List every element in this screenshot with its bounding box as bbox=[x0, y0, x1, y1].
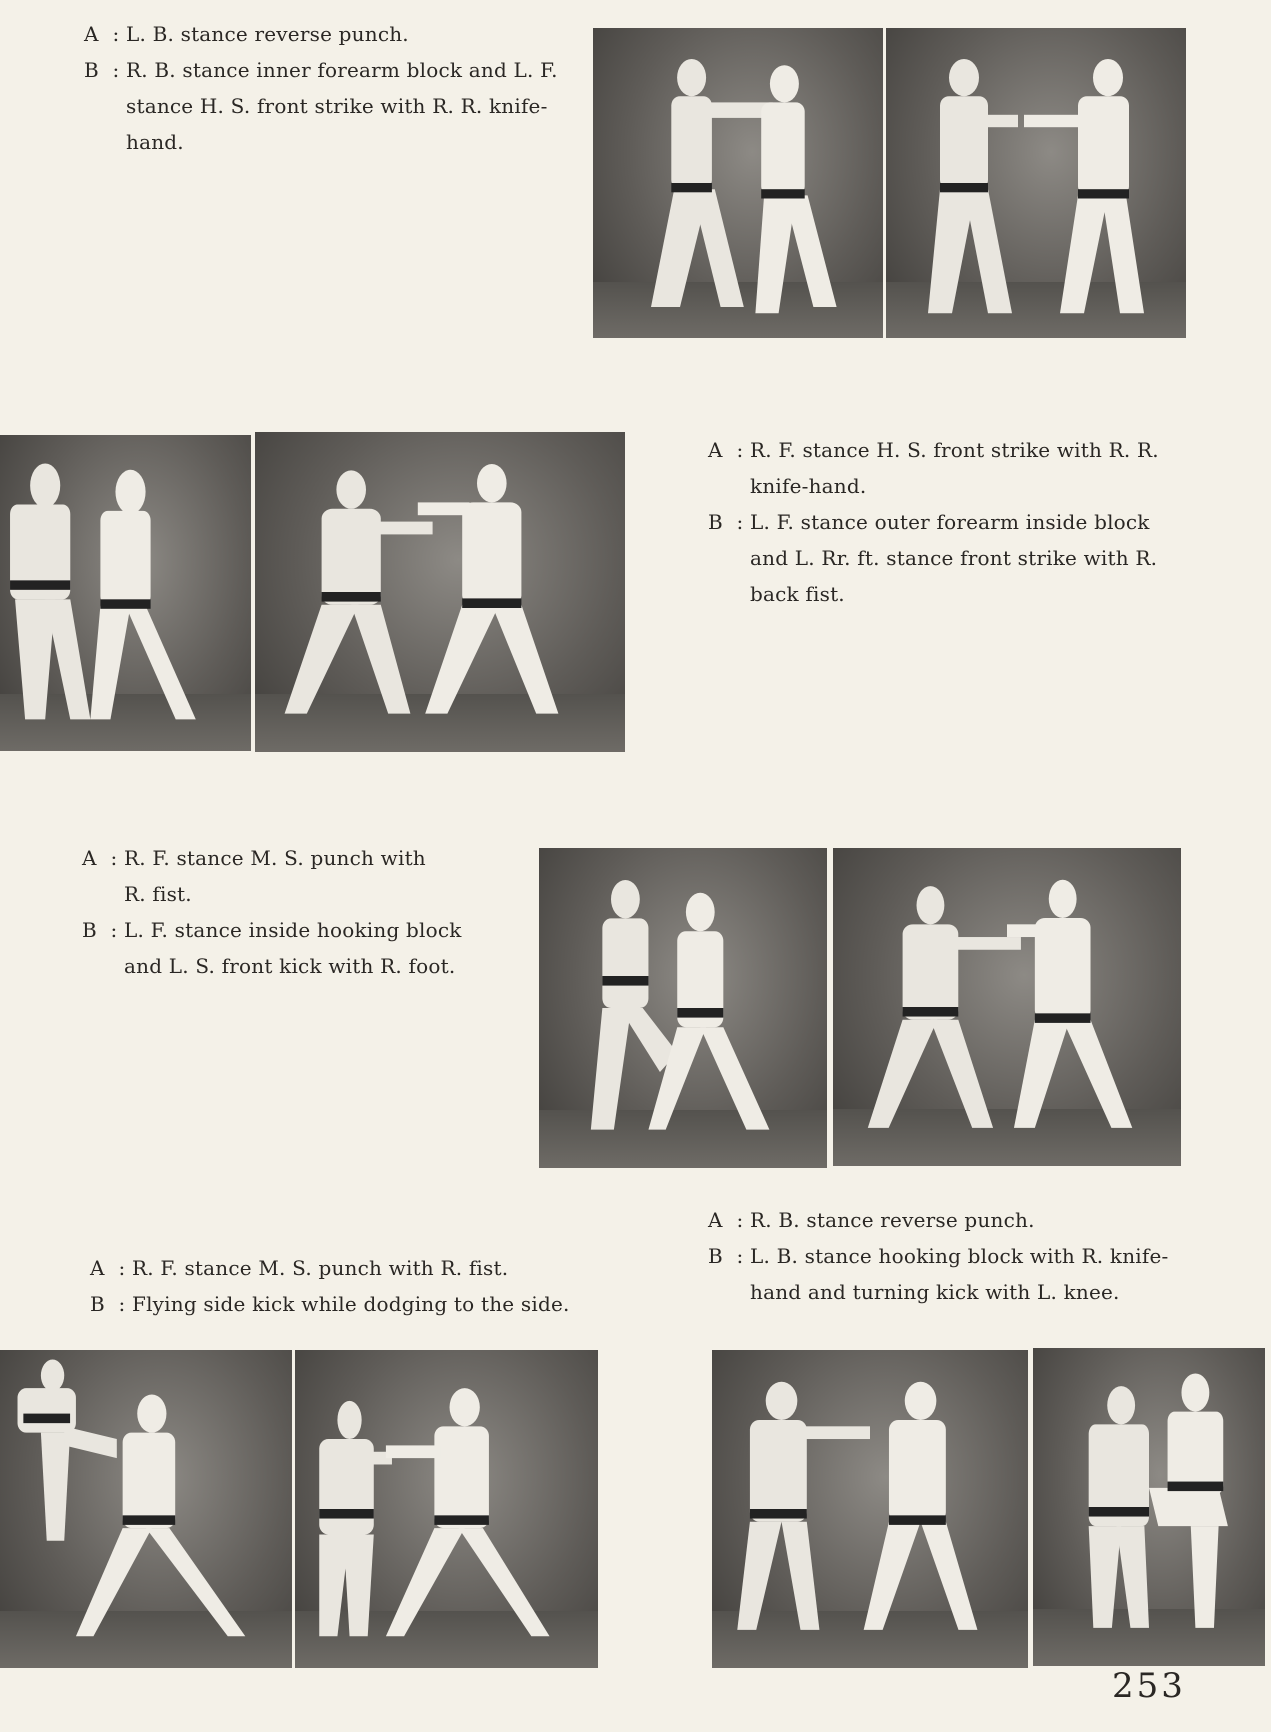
caption-key: B bbox=[82, 918, 97, 942]
figures-graphic bbox=[0, 435, 251, 751]
caption-line bbox=[708, 1202, 1169, 1238]
photo-4c bbox=[712, 1350, 1028, 1668]
photo-3a bbox=[539, 848, 827, 1168]
caption-continuation: hand and turning kick with L. knee. bbox=[750, 1280, 1120, 1304]
photo-1b bbox=[886, 28, 1186, 338]
photo-1a bbox=[593, 28, 883, 338]
caption-key: A bbox=[708, 1208, 723, 1232]
caption-line bbox=[708, 504, 1159, 540]
caption-line bbox=[708, 432, 1159, 468]
caption-separator: : bbox=[110, 918, 118, 942]
caption-continuation: back fist. bbox=[750, 582, 845, 606]
caption-separator: : bbox=[736, 510, 744, 534]
figures-graphic bbox=[539, 848, 827, 1168]
caption-continuation: stance H. S. front strike with R. R. knife- bbox=[126, 94, 548, 118]
caption-line bbox=[82, 840, 462, 876]
caption-key: A bbox=[82, 846, 97, 870]
photo-4a bbox=[0, 1350, 292, 1668]
caption-line bbox=[84, 16, 558, 52]
caption-separator: : bbox=[112, 22, 120, 46]
photo-2a bbox=[0, 435, 251, 751]
caption-line bbox=[90, 1286, 570, 1322]
caption-continuation: R. fist. bbox=[124, 882, 192, 906]
caption-continuation: and L. S. front kick with R. foot. bbox=[124, 954, 456, 978]
caption-text: Flying side kick while dodging to the side. bbox=[132, 1292, 570, 1316]
caption-5 bbox=[90, 1250, 570, 1322]
caption-key: A bbox=[708, 438, 723, 462]
caption-separator: : bbox=[736, 438, 744, 462]
caption-text: L. F. stance outer forearm inside block bbox=[750, 510, 1150, 534]
caption-text: R. F. stance M. S. punch with R. fist. bbox=[132, 1256, 509, 1280]
caption-text: R. F. stance H. S. front strike with R. R. bbox=[750, 438, 1159, 462]
caption-key: A bbox=[84, 22, 99, 46]
photo-3b bbox=[833, 848, 1181, 1166]
figures-graphic bbox=[0, 1350, 292, 1668]
caption-key: B bbox=[84, 58, 99, 82]
caption-3 bbox=[82, 840, 462, 984]
caption-continuation: and L. Rr. ft. stance front strike with R. bbox=[750, 546, 1158, 570]
caption-continuation: hand. bbox=[126, 130, 184, 154]
caption-text: R. B. stance reverse punch. bbox=[750, 1208, 1035, 1232]
caption-key: B bbox=[708, 510, 723, 534]
caption-text: L. B. stance reverse punch. bbox=[126, 22, 409, 46]
page-number: 253 bbox=[1112, 1666, 1186, 1706]
caption-separator: : bbox=[118, 1292, 126, 1316]
caption-line bbox=[82, 912, 462, 948]
figures-graphic bbox=[833, 848, 1181, 1166]
figures-graphic bbox=[886, 28, 1186, 338]
caption-separator: : bbox=[110, 846, 118, 870]
caption-key: B bbox=[90, 1292, 105, 1316]
caption-text: L. B. stance hooking block with R. knife- bbox=[750, 1244, 1169, 1268]
photo-4b bbox=[295, 1350, 598, 1668]
caption-line bbox=[90, 1250, 570, 1286]
caption-text: R. F. stance M. S. punch with bbox=[124, 846, 426, 870]
caption-4 bbox=[708, 1202, 1169, 1310]
caption-2 bbox=[708, 432, 1159, 612]
figures-graphic bbox=[255, 432, 625, 752]
caption-continuation: knife-hand. bbox=[750, 474, 867, 498]
caption-separator: : bbox=[118, 1256, 126, 1280]
caption-text: R. B. stance inner forearm block and L. F. bbox=[126, 58, 558, 82]
photo-4d bbox=[1033, 1348, 1265, 1666]
figures-graphic bbox=[712, 1350, 1028, 1668]
caption-separator: : bbox=[112, 58, 120, 82]
figures-graphic bbox=[1033, 1348, 1265, 1666]
caption-separator: : bbox=[736, 1244, 744, 1268]
caption-line bbox=[708, 1238, 1169, 1274]
photo-2b bbox=[255, 432, 625, 752]
caption-separator: : bbox=[736, 1208, 744, 1232]
caption-1 bbox=[84, 16, 558, 160]
caption-key: B bbox=[708, 1244, 723, 1268]
figures-graphic bbox=[295, 1350, 598, 1668]
caption-line bbox=[84, 52, 558, 88]
figures-graphic bbox=[593, 28, 883, 338]
caption-key: A bbox=[90, 1256, 105, 1280]
caption-text: L. F. stance inside hooking block bbox=[124, 918, 462, 942]
